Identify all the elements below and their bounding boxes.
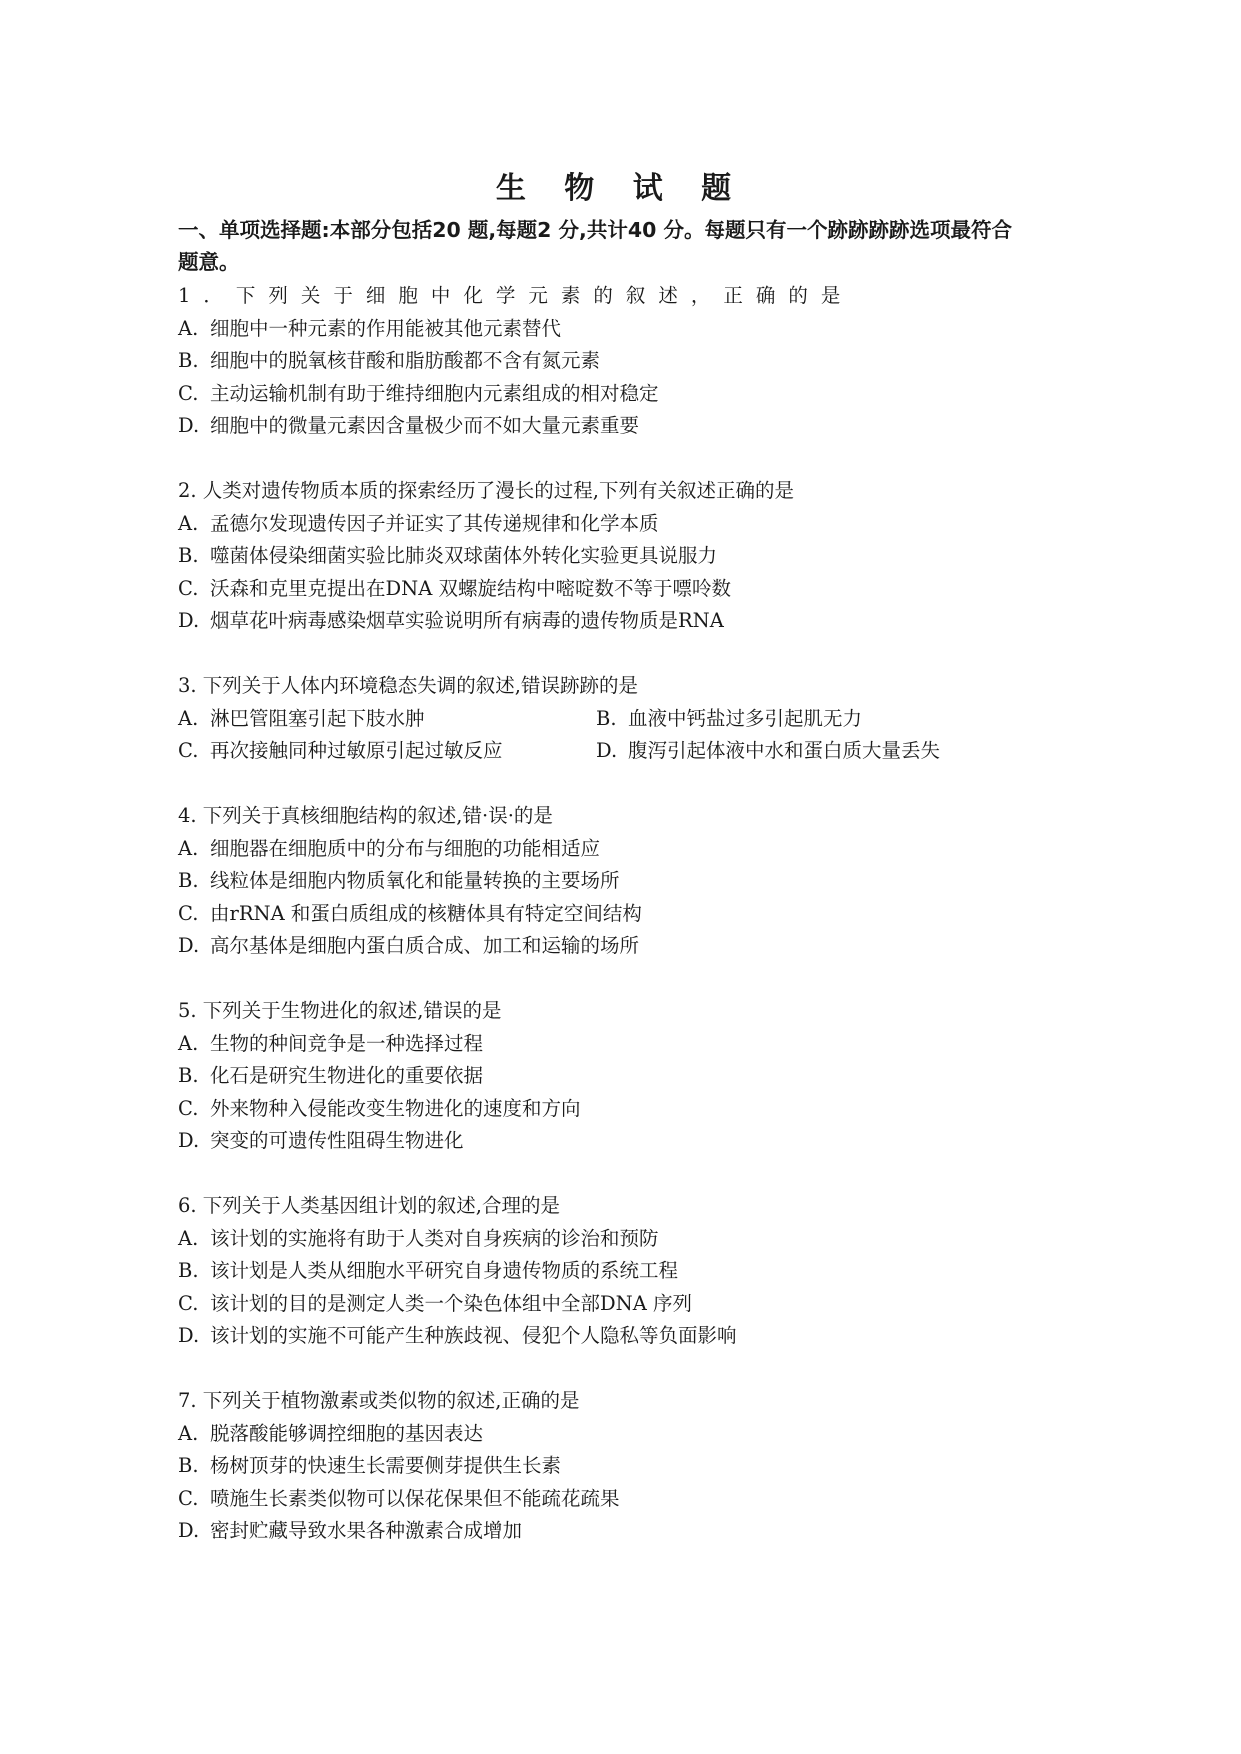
option-text: 该计划的目的是测定人类一个染色体组中全部DNA 序列	[210, 1291, 692, 1315]
option-d	[178, 1125, 1078, 1158]
option-a	[178, 1028, 1078, 1061]
question-3	[178, 670, 1078, 768]
question-5	[178, 995, 1078, 1158]
section-instructions-line-2: 题意。	[178, 250, 240, 274]
option-letter: A.	[178, 511, 199, 535]
question-6	[178, 1190, 1078, 1353]
question-list	[178, 280, 1078, 1580]
option-d	[178, 605, 1078, 638]
option-letter: C.	[178, 1096, 199, 1120]
option-letter: B.	[178, 349, 199, 372]
question-stem: 2. 人类对遗传物质本质的探索经历了漫长的过程,下列有关叙述正确的是	[178, 479, 795, 502]
option-a	[178, 703, 596, 736]
option-text: 喷施生长素类似物可以保花保果但不能疏花疏果	[210, 1486, 620, 1510]
option-b	[178, 865, 1078, 898]
option-d	[178, 1515, 1078, 1548]
option-text: 淋巴管阻塞引起下肢水肿	[210, 706, 425, 730]
option-letter: D.	[178, 1129, 200, 1152]
option-letter: D.	[178, 1324, 200, 1347]
option-b	[178, 345, 1078, 378]
option-text: 该计划的实施将有助于人类对自身疾病的诊治和预防	[210, 1226, 659, 1250]
option-text: 细胞中一种元素的作用能被其他元素替代	[210, 316, 562, 340]
option-text: 杨树顶芽的快速生长需要侧芽提供生长素	[210, 1454, 562, 1477]
option-text: 突变的可遗传性阻碍生物进化	[210, 1129, 464, 1152]
option-text: 生物的种间竞争是一种选择过程	[210, 1031, 484, 1055]
section-instructions	[178, 214, 1078, 278]
option-letter: A.	[178, 1421, 199, 1445]
option-d	[178, 930, 1078, 963]
question-4	[178, 800, 1078, 963]
option-letter: C.	[178, 901, 199, 925]
option-text: 再次接触同种过敏原引起过敏反应	[210, 739, 503, 762]
option-letter: D.	[596, 739, 618, 762]
question-2	[178, 475, 1078, 638]
option-c	[178, 1483, 1078, 1516]
section-instructions-line-1: 一、单项选择题:本部分包括20 题,每题2 分,共计40 分。每题只有一个跡跡跡跡选项最符合	[178, 218, 1013, 242]
option-b	[596, 703, 1014, 736]
option-text: 细胞中的脱氧核苷酸和脂肪酸都不含有氮元素	[210, 349, 601, 372]
option-text: 孟德尔发现遗传因子并证实了其传递规律和化学本质	[210, 511, 659, 535]
option-d	[178, 410, 1078, 443]
question-stem: 6. 下列关于人类基因组计划的叙述,合理的是	[178, 1194, 561, 1217]
option-text: 腹泻引起体液中水和蛋白质大量丢失	[628, 739, 941, 762]
option-text: 噬菌体侵染细菌实验比肺炎双球菌体外转化实验更具说服力	[210, 544, 718, 567]
option-text: 烟草花叶病毒感染烟草实验说明所有病毒的遗传物质是RNA	[210, 609, 724, 632]
option-letter: A.	[178, 1031, 199, 1055]
option-b	[178, 540, 1078, 573]
option-c	[178, 573, 1078, 606]
option-text: 主动运输机制有助于维持细胞内元素组成的相对稳定	[210, 381, 659, 405]
option-row	[178, 735, 1078, 768]
option-letter: C.	[178, 1291, 199, 1315]
option-text: 沃森和克里克提出在DNA 双螺旋结构中嘧啶数不等于嘌呤数	[210, 576, 731, 600]
option-d	[596, 735, 1014, 768]
question-stem: 7. 下列关于植物激素或类似物的叙述,正确的是	[178, 1389, 580, 1412]
option-letter: C.	[178, 576, 199, 600]
option-letter: D.	[178, 609, 200, 632]
option-text: 该计划是人类从细胞水平研究自身遗传物质的系统工程	[210, 1259, 679, 1282]
question-1	[178, 280, 1078, 443]
option-b	[178, 1060, 1078, 1093]
option-letter: B.	[178, 1454, 199, 1477]
option-letter: D.	[178, 934, 200, 957]
option-letter: B.	[178, 1259, 199, 1282]
option-text: 该计划的实施不可能产生种族歧视、侵犯个人隐私等负面影响	[210, 1324, 737, 1347]
option-c	[178, 1288, 1078, 1321]
option-letter: A.	[178, 1226, 199, 1250]
option-text: 高尔基体是细胞内蛋白质合成、加工和运输的场所	[210, 934, 640, 957]
option-c	[178, 378, 1078, 411]
option-a	[178, 313, 1078, 346]
option-b	[178, 1255, 1078, 1288]
option-text: 脱落酸能够调控细胞的基因表达	[210, 1421, 484, 1445]
option-text: 线粒体是细胞内物质氧化和能量转换的主要场所	[210, 869, 620, 892]
option-letter: B.	[178, 544, 199, 567]
option-letter: D.	[178, 414, 200, 437]
option-letter: A.	[178, 316, 199, 340]
option-letter: A.	[178, 706, 199, 730]
question-7	[178, 1385, 1078, 1548]
question-stem: 5. 下列关于生物进化的叙述,错误的是	[178, 999, 502, 1022]
option-a	[178, 833, 1078, 866]
option-letter: C.	[178, 381, 199, 405]
option-text: 细胞中的微量元素因含量极少而不如大量元素重要	[210, 414, 640, 437]
page-title: 生 物 试 题	[495, 171, 746, 206]
option-text: 外来物种入侵能改变生物进化的速度和方向	[210, 1096, 581, 1120]
option-c	[178, 1093, 1078, 1126]
option-letter: B.	[178, 1064, 199, 1087]
option-text: 血液中钙盐过多引起肌无力	[628, 706, 863, 730]
option-text: 由rRNA 和蛋白质组成的核糖体具有特定空间结构	[210, 901, 642, 925]
option-text: 细胞器在细胞质中的分布与细胞的功能相适应	[210, 836, 601, 860]
option-letter: D.	[178, 1519, 200, 1542]
option-letter: B.	[178, 869, 199, 892]
option-c	[178, 735, 596, 768]
option-letter: C.	[178, 739, 199, 762]
option-letter: C.	[178, 1486, 199, 1510]
question-stem: 1．下列关于细胞中化学元素的叙述，正确的是	[178, 284, 854, 307]
option-a	[178, 1223, 1078, 1256]
option-text: 密封贮藏导致水果各种激素合成增加	[210, 1519, 523, 1542]
question-stem: 3. 下列关于人体内环境稳态失调的叙述,错误跡跡的是	[178, 674, 639, 697]
option-text: 化石是研究生物进化的重要依据	[210, 1064, 484, 1087]
option-row	[178, 703, 1078, 736]
option-d	[178, 1320, 1078, 1353]
option-a	[178, 508, 1078, 541]
option-letter: B.	[596, 706, 617, 730]
question-stem: 4. 下列关于真核细胞结构的叙述,错·误·的是	[178, 804, 553, 827]
option-c	[178, 898, 1078, 931]
option-b	[178, 1450, 1078, 1483]
option-a	[178, 1418, 1078, 1451]
option-letter: A.	[178, 836, 199, 860]
